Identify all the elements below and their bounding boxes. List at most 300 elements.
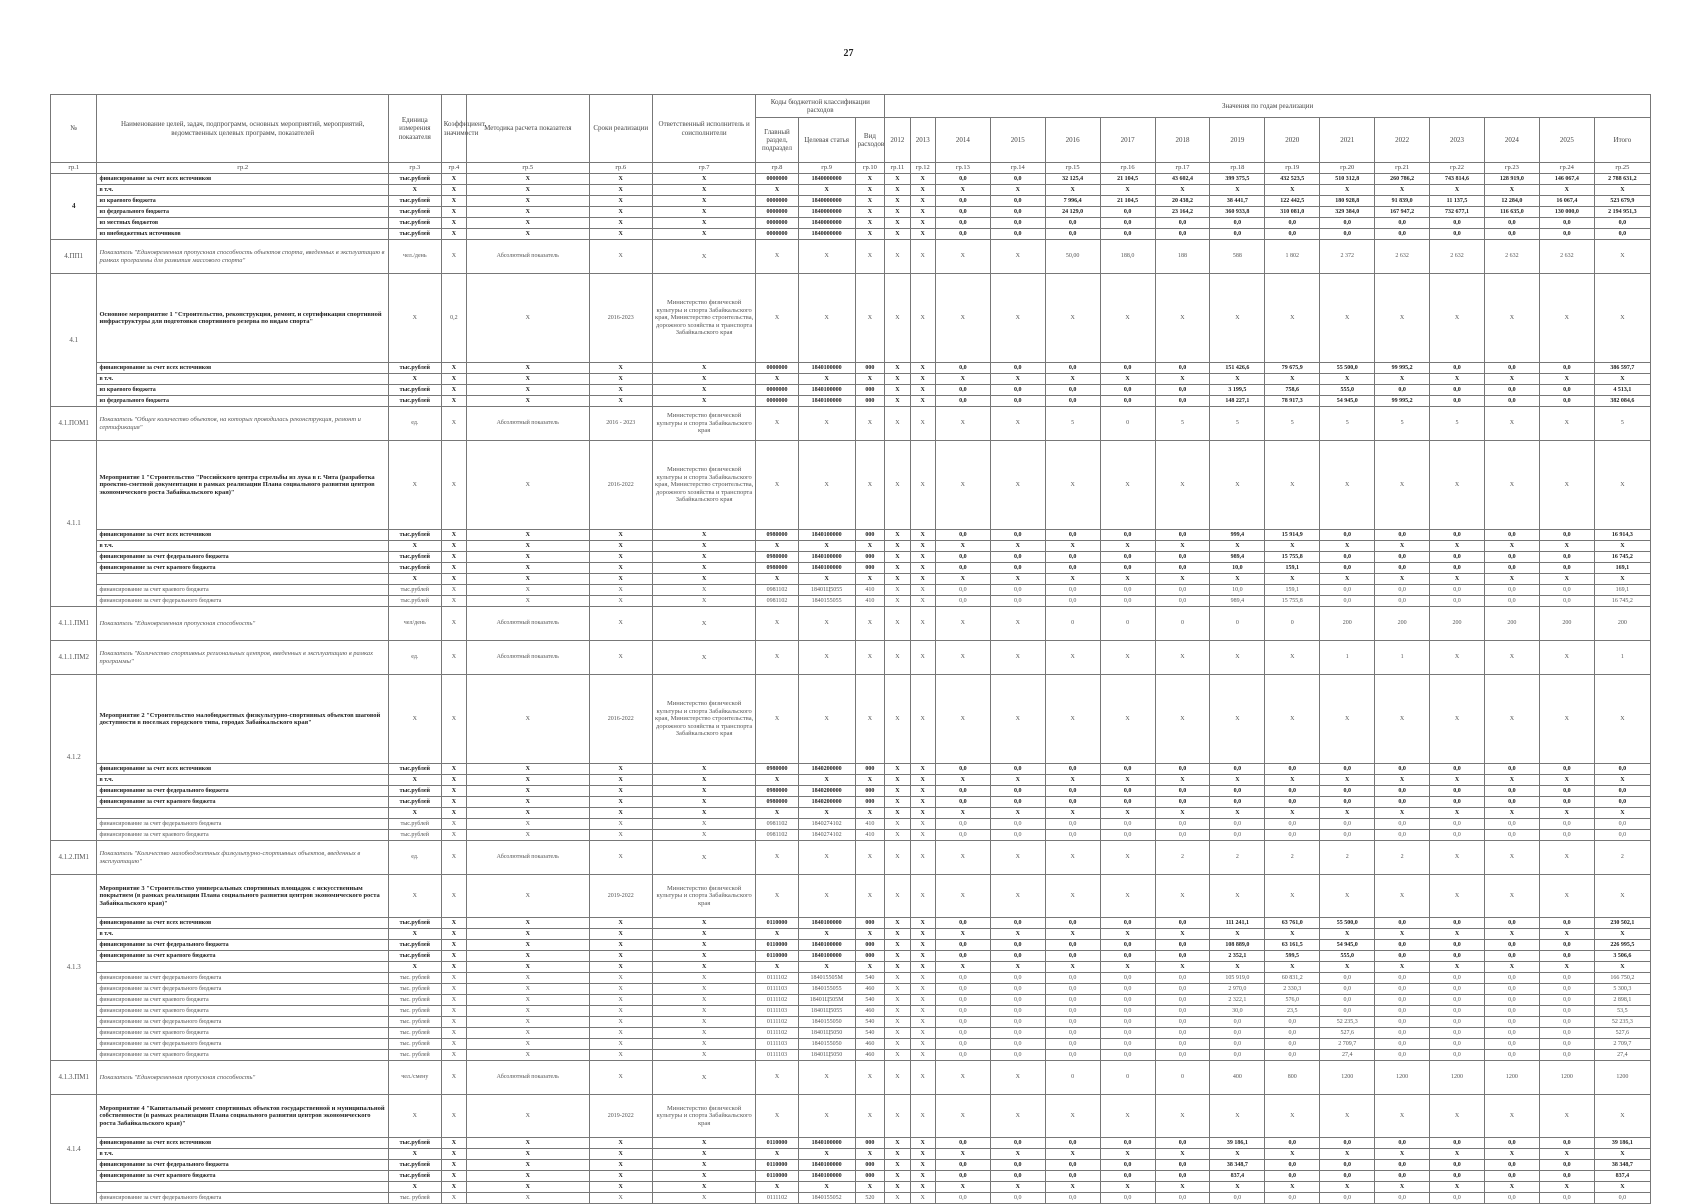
value-cell: 0,0 [1100, 229, 1155, 240]
row-label: финансирование за счет федерального бюджета [97, 552, 388, 563]
table-cell: X [652, 363, 755, 374]
responsible-cell: X [652, 841, 755, 875]
table-row [51, 1061, 1651, 1095]
value-cell: 0,0 [1045, 218, 1100, 229]
header-terms: Сроки реализации [589, 95, 652, 163]
table-cell: 18401Ц5055 [798, 585, 855, 596]
value-cell: X [885, 1160, 910, 1171]
value-cell: X [885, 1171, 910, 1182]
value-cell: X [910, 830, 935, 841]
value-cell: 0,0 [1375, 764, 1430, 775]
table-cell: X [441, 808, 466, 819]
table-row [51, 1138, 1651, 1149]
value-cell: X [1045, 929, 1100, 940]
value-cell: X [1265, 641, 1320, 675]
value-cell: 0,0 [990, 797, 1045, 808]
table-row [51, 875, 1651, 918]
value-cell: 0,0 [1484, 1050, 1539, 1061]
value-cell: 16 745,2 [1594, 552, 1650, 563]
row-label: Основное мероприятие 1 "Строительство, реконструкция, ремонт, и сертификация спортивной инфраструктуры для подготовки спортивного резерва по видам спорта" [97, 274, 388, 363]
table-cell: X [441, 675, 466, 764]
value-cell: X [1430, 441, 1485, 530]
value-cell: 0,0 [935, 207, 990, 218]
value-cell: 5 [1375, 407, 1430, 441]
value-cell: X [910, 240, 935, 274]
value-cell: 1200 [1430, 1061, 1485, 1095]
value-cell: X [1375, 441, 1430, 530]
value-cell: 0,0 [1100, 1050, 1155, 1061]
table-cell: 1840274102 [798, 830, 855, 841]
header-method: Методика расчета показателя [467, 95, 589, 163]
value-cell: 0,0 [935, 596, 990, 607]
value-cell: 0,0 [1320, 1160, 1375, 1171]
value-cell: 0,0 [1539, 984, 1594, 995]
value-cell: X [935, 607, 990, 641]
value-cell: 15 914,9 [1265, 530, 1320, 541]
column-number: гр.7 [652, 163, 755, 174]
table-cell: X [589, 962, 652, 973]
table-row [51, 1193, 1651, 1204]
value-cell: 0,0 [935, 984, 990, 995]
value-cell: X [1320, 1095, 1375, 1138]
table-cell: X [589, 797, 652, 808]
table-cell: X [855, 207, 885, 218]
table-cell: 0111102 [756, 1193, 798, 1204]
table-cell: X [441, 929, 466, 940]
value-cell: 758,6 [1265, 385, 1320, 396]
value-cell: 0,0 [1045, 951, 1100, 962]
table-cell: X [756, 607, 798, 641]
value-cell: X [910, 1182, 935, 1193]
table-cell: X [467, 830, 589, 841]
value-cell: X [1484, 875, 1539, 918]
table-cell: X [652, 830, 755, 841]
table-cell: X [441, 641, 466, 675]
value-cell: 0,0 [990, 1017, 1045, 1028]
table-row [51, 274, 1651, 363]
value-cell: 0,0 [1375, 585, 1430, 596]
table-cell: 1840200000 [798, 786, 855, 797]
table-cell: X [589, 1171, 652, 1182]
value-cell: 0,0 [1265, 1028, 1320, 1039]
row-label: финансирование за счет федерального бюджета [97, 940, 388, 951]
value-cell: 0,0 [1539, 552, 1594, 563]
row-number: 4.1.3.ПМ1 [51, 1061, 97, 1095]
table-cell: X [467, 396, 589, 407]
value-cell: 0,0 [1484, 585, 1539, 596]
value-cell: X [1265, 574, 1320, 585]
table-row [51, 563, 1651, 574]
value-cell: X [1430, 775, 1485, 786]
column-number: гр.20 [1320, 163, 1375, 174]
value-cell: X [1594, 1182, 1650, 1193]
table-cell: X [798, 607, 855, 641]
value-cell: 0,0 [1539, 786, 1594, 797]
table-cell: 0111102 [756, 973, 798, 984]
value-cell: 2 [1155, 841, 1210, 875]
value-cell: X [1210, 1149, 1265, 1160]
table-cell: X [798, 274, 855, 363]
table-row [51, 585, 1651, 596]
value-cell: 0,0 [1100, 1039, 1155, 1050]
value-cell: X [1155, 929, 1210, 940]
value-cell: X [910, 1006, 935, 1017]
table-cell: тыс. рублей [388, 1006, 441, 1017]
table-cell: X [441, 962, 466, 973]
table-cell: 410 [855, 819, 885, 830]
value-cell: 55 500,0 [1320, 918, 1375, 929]
header-code-type: Вид расходов [855, 118, 885, 163]
value-cell: X [1539, 274, 1594, 363]
value-cell: 0,0 [1045, 786, 1100, 797]
value-cell: 15 755,8 [1265, 596, 1320, 607]
value-cell: 837,4 [1594, 1171, 1650, 1182]
value-cell: 1 [1375, 641, 1430, 675]
table-cell: X [467, 574, 589, 585]
value-cell: X [1155, 1182, 1210, 1193]
row-label: в т.ч. [97, 929, 388, 940]
table-cell: чел./смену [388, 1061, 441, 1095]
value-cell: 0,0 [990, 1193, 1045, 1204]
value-cell: X [885, 530, 910, 541]
table-cell: X [855, 374, 885, 385]
value-cell: X [1484, 574, 1539, 585]
value-cell: X [1539, 929, 1594, 940]
value-cell: X [910, 441, 935, 530]
table-cell: 2019-2022 [589, 1095, 652, 1138]
value-cell: X [935, 775, 990, 786]
table-cell: X [467, 1193, 589, 1204]
row-label: Показатель "Количество спортивных региональных центров, введенных в эксплуатацию в рамках программы" [97, 641, 388, 675]
column-number: гр.14 [990, 163, 1045, 174]
value-cell: 3 199,5 [1210, 385, 1265, 396]
value-cell: X [1539, 841, 1594, 875]
value-cell: X [990, 441, 1045, 530]
value-cell: 111 241,1 [1210, 918, 1265, 929]
value-cell: X [1484, 441, 1539, 530]
value-cell: 0,0 [1539, 1039, 1594, 1050]
table-cell: 18401Ц5055 [798, 1006, 855, 1017]
value-cell: X [1210, 441, 1265, 530]
table-cell: X [441, 552, 466, 563]
value-cell: X [1484, 808, 1539, 819]
table-cell: X [798, 407, 855, 441]
value-cell: 0,0 [1155, 1193, 1210, 1204]
value-cell: 0,0 [1045, 1028, 1100, 1039]
value-cell: 0,0 [1155, 973, 1210, 984]
table-row [51, 552, 1651, 563]
value-cell: X [910, 775, 935, 786]
value-cell: 0,0 [1320, 819, 1375, 830]
value-cell: 0,0 [1155, 1160, 1210, 1171]
table-cell: X [388, 185, 441, 196]
responsible-cell: Министерство физической культуры и спорта Забайкальского края, Министерство строительства, дорожного хозяйства и транспорта Забайкальского края [652, 441, 755, 530]
value-cell: 5 [1320, 407, 1375, 441]
value-cell: 0,0 [1100, 585, 1155, 596]
row-label: из внебюджетных источников [97, 229, 388, 240]
value-cell: X [990, 841, 1045, 875]
table-cell: X [855, 1182, 885, 1193]
value-cell: X [1210, 962, 1265, 973]
value-cell: X [1210, 185, 1265, 196]
value-cell: X [910, 786, 935, 797]
table-cell: X [467, 1182, 589, 1193]
value-cell: 0,0 [935, 385, 990, 396]
table-cell: X [441, 396, 466, 407]
value-cell: X [910, 274, 935, 363]
table-cell: X [388, 929, 441, 940]
value-cell: 0,0 [1320, 984, 1375, 995]
value-cell: X [1375, 929, 1430, 940]
column-number: гр.25 [1594, 163, 1650, 174]
table-cell: 000 [855, 563, 885, 574]
value-cell: 399 375,5 [1210, 174, 1265, 185]
value-cell: 99 995,2 [1375, 363, 1430, 374]
value-cell: 180 928,8 [1320, 196, 1375, 207]
value-cell: 0,0 [1210, 1039, 1265, 1050]
table-cell: 1840100000 [798, 396, 855, 407]
table-cell: X [467, 541, 589, 552]
table-cell: X [855, 675, 885, 764]
value-cell: X [910, 973, 935, 984]
value-cell: 1200 [1375, 1061, 1430, 1095]
value-cell: 329 384,0 [1320, 207, 1375, 218]
row-label: финансирование за счет краевого бюджета [97, 830, 388, 841]
table-cell: X [756, 240, 798, 274]
value-cell: X [1430, 185, 1485, 196]
value-cell: 0,0 [1375, 385, 1430, 396]
value-cell: 52 235,3 [1594, 1017, 1650, 1028]
value-cell: X [1539, 441, 1594, 530]
value-cell: X [885, 240, 910, 274]
value-cell: 0,0 [1375, 596, 1430, 607]
value-cell: X [910, 585, 935, 596]
value-cell: 0,0 [1320, 585, 1375, 596]
value-cell: 0,0 [1484, 819, 1539, 830]
table-cell: тыс.рублей [388, 174, 441, 185]
table-cell: X [467, 174, 589, 185]
value-cell: 226 995,5 [1594, 940, 1650, 951]
header-year: 2012 [885, 118, 910, 163]
value-cell: 0,0 [1539, 951, 1594, 962]
table-cell: X [589, 1061, 652, 1095]
table-cell: тыс. рублей [388, 1050, 441, 1061]
row-label: финансирование за счет краевого бюджета [97, 563, 388, 574]
table-cell: X [798, 875, 855, 918]
table-cell: 410 [855, 830, 885, 841]
column-number: гр.2 [97, 163, 388, 174]
value-cell: X [990, 808, 1045, 819]
value-cell: 0,0 [1430, 918, 1485, 929]
value-cell: X [1100, 1095, 1155, 1138]
column-number-row [51, 163, 1651, 174]
header-year: 2018 [1155, 118, 1210, 163]
value-cell: X [885, 174, 910, 185]
table-cell: X [798, 1149, 855, 1160]
value-cell: X [885, 585, 910, 596]
value-cell: 0,0 [1210, 218, 1265, 229]
table-cell: 184015505М [798, 973, 855, 984]
table-cell: X [467, 764, 589, 775]
value-cell: 5 [1210, 407, 1265, 441]
table-cell: X [756, 374, 798, 385]
table-cell: 460 [855, 1039, 885, 1050]
value-cell: X [910, 1050, 935, 1061]
value-cell: X [1539, 675, 1594, 764]
table-cell: 000 [855, 951, 885, 962]
value-cell: X [1484, 929, 1539, 940]
value-cell: 0,0 [935, 563, 990, 574]
table-cell: тыс.рублей [388, 363, 441, 374]
value-cell: 0,0 [1430, 1138, 1485, 1149]
table-row [51, 185, 1651, 196]
responsible-cell: X [652, 607, 755, 641]
table-cell: X [798, 240, 855, 274]
value-cell: 523 679,9 [1594, 196, 1650, 207]
value-cell: 0,0 [1484, 229, 1539, 240]
value-cell: 0,0 [1430, 1171, 1485, 1182]
value-cell: X [1484, 185, 1539, 196]
table-cell: 540 [855, 1017, 885, 1028]
value-cell: 0,0 [1430, 1193, 1485, 1204]
value-cell: 0,0 [1265, 1193, 1320, 1204]
table-cell: ед. [388, 641, 441, 675]
value-cell: X [885, 819, 910, 830]
table-cell: X [589, 240, 652, 274]
value-cell: X [1210, 1182, 1265, 1193]
table-cell: 000 [855, 1138, 885, 1149]
table-cell: X [441, 407, 466, 441]
value-cell: X [1210, 775, 1265, 786]
value-cell: 0,0 [1484, 1138, 1539, 1149]
row-label: Показатель "Единовременная пропускная способность" [97, 1061, 388, 1095]
value-cell: X [935, 1182, 990, 1193]
value-cell: X [1265, 808, 1320, 819]
value-cell: 0,0 [990, 1171, 1045, 1182]
table-cell: X [652, 1017, 755, 1028]
table-cell: X [441, 1149, 466, 1160]
value-cell: X [990, 374, 1045, 385]
table-cell: X [652, 808, 755, 819]
table-cell: X [798, 1095, 855, 1138]
value-cell: X [935, 1149, 990, 1160]
table-cell: тыс. рублей [388, 1039, 441, 1050]
table-cell: X [441, 973, 466, 984]
table-cell: 2019-2022 [589, 875, 652, 918]
value-cell: 16 914,3 [1594, 530, 1650, 541]
table-cell: X [388, 441, 441, 530]
value-cell: 0,0 [1045, 830, 1100, 841]
table-cell: тыс. рублей [388, 1193, 441, 1204]
value-cell: 122 442,5 [1265, 196, 1320, 207]
header-year: 2014 [935, 118, 990, 163]
value-cell: X [910, 607, 935, 641]
value-cell: X [1210, 541, 1265, 552]
table-cell: X [467, 995, 589, 1006]
table-cell: X [441, 596, 466, 607]
table-cell: X [467, 1138, 589, 1149]
value-cell: 0,0 [990, 1039, 1045, 1050]
value-cell: 0,0 [935, 1017, 990, 1028]
value-cell: X [885, 929, 910, 940]
table-cell: X [589, 764, 652, 775]
table-cell: X [467, 973, 589, 984]
value-cell: X [1155, 1149, 1210, 1160]
column-number: гр.12 [910, 163, 935, 174]
value-cell: 0,0 [1100, 530, 1155, 541]
table-cell: X [855, 929, 885, 940]
value-cell: 0,0 [1155, 1171, 1210, 1182]
value-cell: 1200 [1594, 1061, 1650, 1095]
value-cell: 0,0 [1539, 1193, 1594, 1204]
table-cell: X [441, 819, 466, 830]
value-cell: 0,0 [1210, 1050, 1265, 1061]
value-cell: X [1100, 875, 1155, 918]
value-cell: 4 513,1 [1594, 385, 1650, 396]
table-cell: тыс.рублей [388, 563, 441, 574]
row-number: 4.1 [51, 274, 97, 407]
row-label: в т.ч. [97, 541, 388, 552]
program-table [50, 94, 1651, 1204]
table-cell: X [589, 786, 652, 797]
value-cell: 0,0 [1045, 596, 1100, 607]
value-cell: 0,0 [1100, 797, 1155, 808]
value-cell: 1200 [1484, 1061, 1539, 1095]
table-cell: X [798, 675, 855, 764]
value-cell: X [1539, 775, 1594, 786]
value-cell: X [910, 385, 935, 396]
value-cell: 0,0 [990, 786, 1045, 797]
row-label: финансирование за счет краевого бюджета [97, 1171, 388, 1182]
table-cell: X [388, 675, 441, 764]
value-cell: 400 [1210, 1061, 1265, 1095]
value-cell: 0 [1100, 607, 1155, 641]
value-cell: 1200 [1320, 1061, 1375, 1095]
table-cell: X [467, 675, 589, 764]
value-cell: X [910, 841, 935, 875]
row-label: из федерального бюджета [97, 396, 388, 407]
table-cell: X [388, 274, 441, 363]
row-label: финансирование за счет федерального бюджета [97, 819, 388, 830]
value-cell: 0,0 [1484, 786, 1539, 797]
value-cell: X [1045, 185, 1100, 196]
table-cell: 000 [855, 385, 885, 396]
table-cell: X [652, 1160, 755, 1171]
value-cell: 0,0 [1265, 1171, 1320, 1182]
value-cell: 0,0 [1484, 552, 1539, 563]
table-cell: 0111103 [756, 1050, 798, 1061]
value-cell: 0,0 [1210, 797, 1265, 808]
value-cell: 0,0 [1045, 918, 1100, 929]
value-cell: 0,0 [1320, 530, 1375, 541]
table-cell: тыс.рублей [388, 530, 441, 541]
value-cell: 0,0 [1265, 1017, 1320, 1028]
value-cell: 0,0 [990, 830, 1045, 841]
value-cell: X [935, 185, 990, 196]
value-cell: 39 186,1 [1594, 1138, 1650, 1149]
value-cell: X [1100, 775, 1155, 786]
value-cell: 0,0 [1484, 1028, 1539, 1039]
value-cell: X [935, 841, 990, 875]
row-label: финансирование за счет краевого бюджета [97, 797, 388, 808]
row-label [97, 574, 388, 585]
table-cell: 1840155050 [798, 1017, 855, 1028]
column-number: гр.19 [1265, 163, 1320, 174]
table-cell: X [589, 596, 652, 607]
value-cell: 0,0 [990, 984, 1045, 995]
table-cell: X [652, 1193, 755, 1204]
value-cell: 0,0 [1430, 218, 1485, 229]
